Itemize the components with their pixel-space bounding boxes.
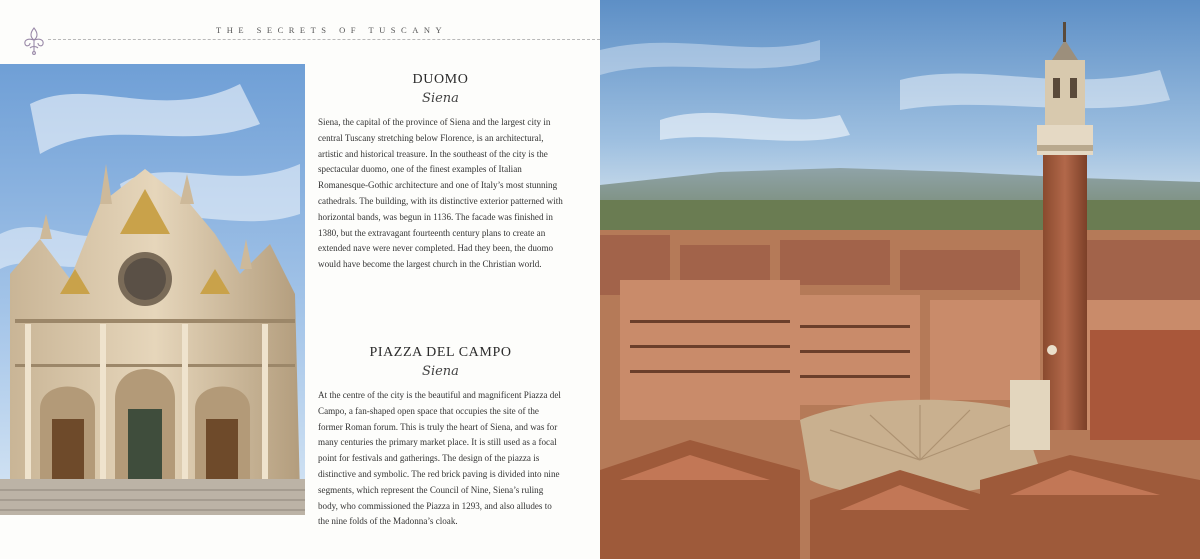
section-title: PIAZZA DEL CAMPO [369, 345, 512, 360]
duomo-photo [0, 64, 305, 515]
section-body: Siena, the capital of the province of Siena and the largest city in central Tuscany stretching below Florence, is an architectural, artistic and historical treasure. In the southeast of the city is the spectacular duomo, one of the finest examples of Italian Romanesque-Gothic architecture and one of Italy’s most stunning cathedrals. The building, with its distinctive exterior patterned with horizontal bands, was begun in 1136. The facade was finished in 1380, but the extravagant fourteenth century plans to create an extended nave were never completed. Had they been, the duomo would have become the largest church in the Christian world. [318, 117, 563, 270]
section-title: DUOMO [412, 72, 469, 87]
running-title: THE SECRETS OF TUSCANY [216, 25, 448, 35]
section-subtitle: Siena [422, 91, 459, 106]
section-subtitle: Siena [422, 364, 459, 379]
header-rule [48, 39, 600, 40]
fleur-ornament-icon [18, 24, 50, 56]
right-page [600, 0, 1200, 559]
section-duomo [318, 72, 563, 273]
siena-aerial-photo [600, 0, 1200, 559]
section-piazza-del-campo [318, 345, 563, 530]
section-body: At the centre of the city is the beautiful and magnificent Piazza del Campo, a fan-shaped open space that occupies the site of the former Roman forum. This is truly the heart of Siena, and was for many centuries the primary market place. It is still used as a focal point for festivals and gatherings. The design of the piazza is distinctive and symbolic. The red brick paving is divided into nine segments, which represent the Council of Nine, Siena’s ruling body, who commissioned the Piazza in 1293, and also alludes to the nine folds of the Madonna’s cloak. [318, 390, 561, 527]
